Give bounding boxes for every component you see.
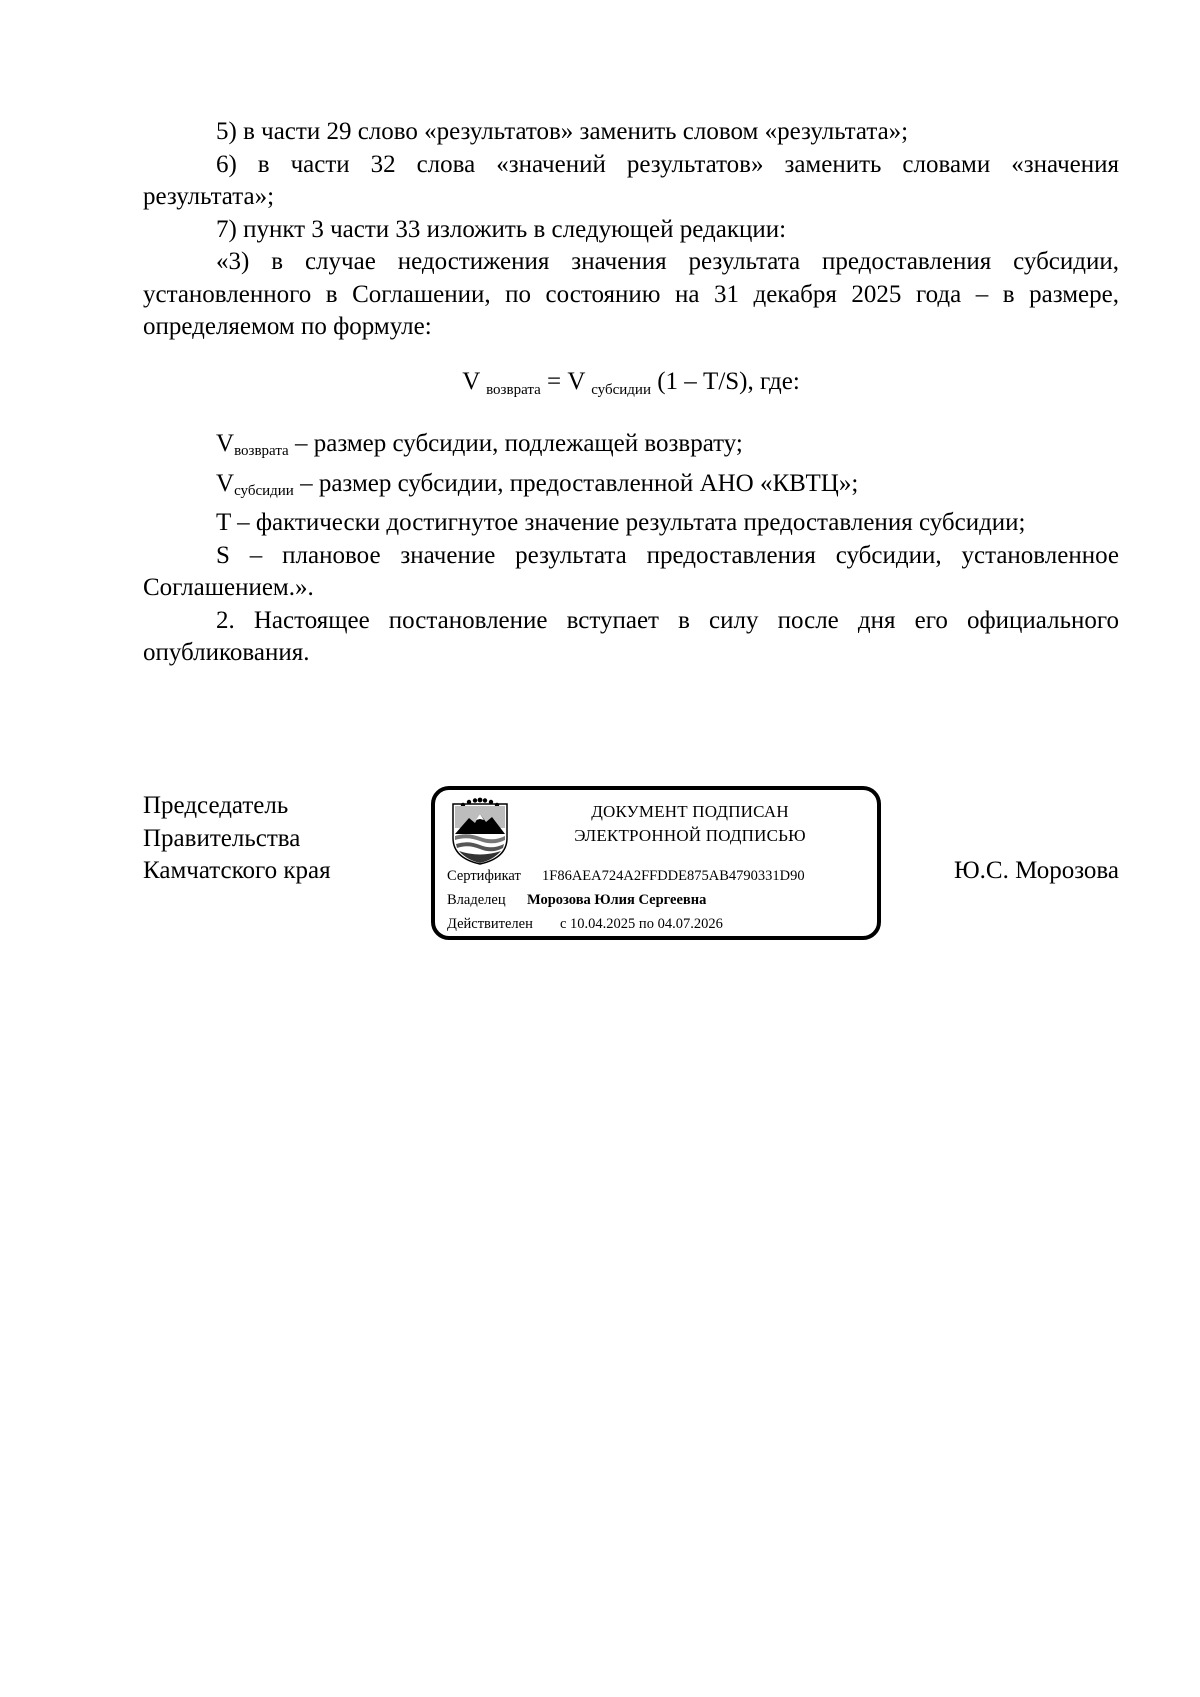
position-line-2: Правительства <box>143 824 301 852</box>
document-body <box>143 116 1119 670</box>
def-v-sub-subsidy: субсидии <box>234 482 294 499</box>
stamp-title-line-1: ДОКУМЕНТ ПОДПИСАН <box>591 802 789 821</box>
validity-label: Действителен <box>447 916 533 932</box>
formula-sub-return: возврата <box>486 381 541 398</box>
signer-position <box>143 790 331 888</box>
refund-formula <box>143 366 1119 407</box>
def-v-sub-return: возврата <box>234 443 289 459</box>
owner-value: Морозова Юлия Сергеевна <box>527 892 707 908</box>
definition-t: T – фактически достигнутое значение результата предоставления субсидии; <box>216 509 1026 536</box>
stamp-title <box>525 800 855 848</box>
formula-sub-subsidy: субсидии <box>591 381 651 398</box>
def-v-return-text: – размер субсидии, подлежащей возврату; <box>294 430 743 457</box>
stamp-certificate-row <box>447 868 805 885</box>
stamp-validity-row <box>447 916 723 933</box>
definition-v-subsidy <box>143 468 1119 508</box>
definition-s: S – плановое значение результата предоставления субсидии, установленное Соглашением.». <box>143 541 1119 601</box>
formula-v-subsidy: V <box>567 367 585 395</box>
paragraph-item-3-quote: «3) в случае недостижения значения результата предоставления субсидии, установленного в Соглашении, по состоянию на 31 декабря 2025 года – в размере, определяемом по формуле: <box>143 248 1119 340</box>
formula-tail: (1 – T/S), где: <box>657 367 800 395</box>
certificate-label: Сертификат <box>447 868 521 884</box>
paragraph-item-6: 6) в части 32 слова «значений результатов» заменить словами «значения результата»; <box>143 150 1119 210</box>
owner-label: Владелец <box>447 892 506 908</box>
paragraph-item-5: 5) в части 29 слово «результатов» заменить словом «результата»; <box>216 118 909 145</box>
formula-equals: = <box>546 367 562 395</box>
paragraph-item-7: 7) пункт 3 части 33 изложить в следующей редакции: <box>216 215 787 243</box>
kamchatka-coat-of-arms-icon <box>449 796 511 866</box>
position-line-1: Председатель <box>143 792 289 819</box>
signature-block <box>143 790 1119 960</box>
signer-name: Ю.С. Морозова <box>953 857 1119 884</box>
stamp-title-line-2: ЭЛЕКТРОННОЙ ПОДПИСЬЮ <box>574 826 806 845</box>
electronic-signature-stamp <box>431 786 881 940</box>
clause-2: 2. Настоящее постановление вступает в силу после дня его официального опубликования. <box>143 606 1119 666</box>
def-v-symbol: V <box>216 430 235 457</box>
stamp-owner-row <box>447 892 706 909</box>
position-line-3: Камчатского края <box>143 857 331 884</box>
validity-value: с 10.04.2025 по 04.07.2026 <box>560 916 723 932</box>
definition-v-return <box>143 428 1119 468</box>
formula-v-return: V <box>462 367 480 395</box>
def-v-subsidy-text: – размер субсидии, предоставленной АНО «КВТЦ»; <box>300 469 859 497</box>
certificate-value: 1F86AEA724A2FFDDE875AB4790331D90 <box>542 868 805 884</box>
def-v-symbol-2: V <box>216 469 235 497</box>
